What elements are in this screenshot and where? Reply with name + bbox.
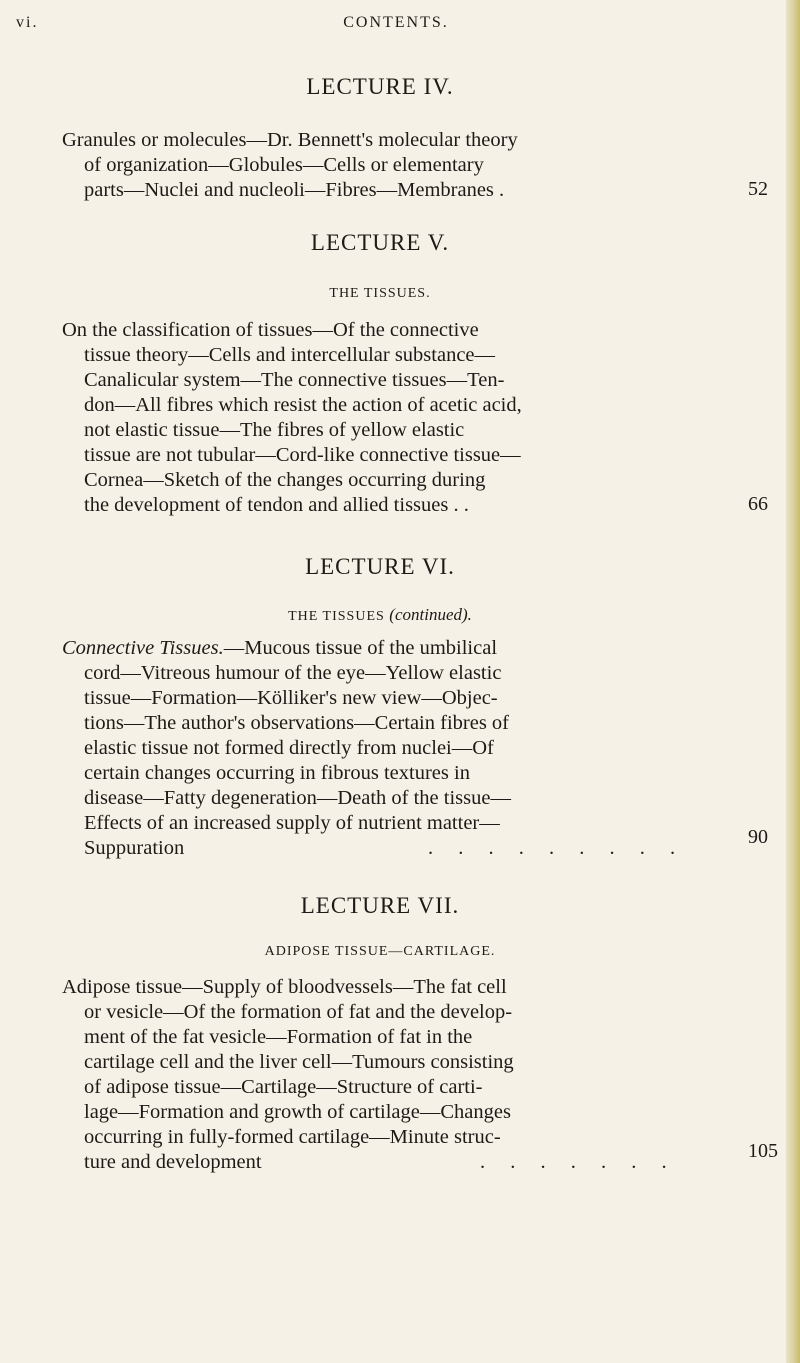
page-reference: 90 xyxy=(748,826,768,848)
lecture-title: LECTURE IV. xyxy=(306,74,454,99)
leader-dots: . . . . . . . xyxy=(480,1151,677,1173)
entry-line: elastic tissue not formed directly from nuclei—Of xyxy=(84,737,494,759)
lecture-subtitle: THE TISSUES. xyxy=(329,286,431,301)
entry-line: Granules or molecules—Dr. Bennett's molecular theory xyxy=(62,129,518,151)
lecture-title: LECTURE VII. xyxy=(300,893,460,918)
entry-lead: Connective Tissues. xyxy=(62,637,224,659)
lecture-subtitle: ADIPOSE TISSUE—CARTILAGE. xyxy=(264,944,496,959)
entry-line: tissue theory—Cells and intercellular substance— xyxy=(84,344,496,366)
entry-line: tions—The author's observations—Certain fibres of xyxy=(84,712,509,734)
entry-text: —Mucous tissue of the umbilical xyxy=(223,637,498,659)
page-reference: 52 xyxy=(748,178,768,200)
entry-line: Canalicular system—The connective tissues—Ten- xyxy=(84,369,505,391)
entry-line: tissue—Formation—Kölliker's new view—Objec- xyxy=(84,687,498,709)
leader-dots: . . . . . . . . . xyxy=(428,837,686,859)
entry-line: tissue are not tubular—Cord-like connective tissue— xyxy=(84,444,521,466)
entry-line: Suppuration xyxy=(84,837,185,859)
entry-line: ture and development xyxy=(84,1151,262,1173)
entry-line: Cornea—Sketch of the changes occurring during xyxy=(84,469,486,491)
entry-line: disease—Fatty degeneration—Death of the tissue— xyxy=(84,787,511,809)
entry-line: Adipose tissue—Supply of bloodvessels—The fat cell xyxy=(62,976,507,998)
entry-line: Effects of an increased supply of nutrient matter— xyxy=(84,812,500,834)
entry-line: ment of the fat vesicle—Formation of fat in the xyxy=(84,1026,473,1048)
running-head xyxy=(16,8,776,38)
entry-line: certain changes occurring in fibrous textures in xyxy=(84,762,470,784)
page-edge xyxy=(786,0,800,1363)
entry-line xyxy=(62,636,497,660)
entry-line: not elastic tissue—The fibres of yellow elastic xyxy=(84,419,465,441)
entry-line: the development of tendon and allied tissues . . xyxy=(84,494,469,516)
entry-line: or vesicle—Of the formation of fat and the develop- xyxy=(84,1001,513,1023)
entry-line: parts—Nuclei and nucleoli—Fibres—Membranes . xyxy=(84,179,505,201)
lecture-title: LECTURE V. xyxy=(310,230,450,255)
entry-line: of adipose tissue—Cartilage—Structure of carti- xyxy=(84,1076,483,1098)
entry-line: don—All fibres which resist the action of acetic acid, xyxy=(84,394,522,416)
lecture-subtitle xyxy=(0,605,760,625)
entry-line: lage—Formation and growth of cartilage—Changes xyxy=(84,1101,511,1123)
entry-line: of organization—Globules—Cells or elementary xyxy=(84,154,484,176)
subtitle-italic: (continued). xyxy=(389,605,472,624)
entry-line: On the classification of tissues—Of the connective xyxy=(62,319,479,341)
entry-line: occurring in fully-formed cartilage—Minute struc- xyxy=(84,1126,501,1148)
running-title: CONTENTS. xyxy=(343,14,449,31)
page-reference: 66 xyxy=(748,493,768,515)
entry-line: cartilage cell and the liver cell—Tumours consisting xyxy=(84,1051,514,1073)
page-reference: 105 xyxy=(748,1140,778,1162)
lecture-title: LECTURE VI. xyxy=(305,554,455,579)
page-number: vi. xyxy=(16,14,39,31)
entry-line: cord—Vitreous humour of the eye—Yellow elastic xyxy=(84,662,502,684)
subtitle-text: THE TISSUES xyxy=(288,609,385,624)
